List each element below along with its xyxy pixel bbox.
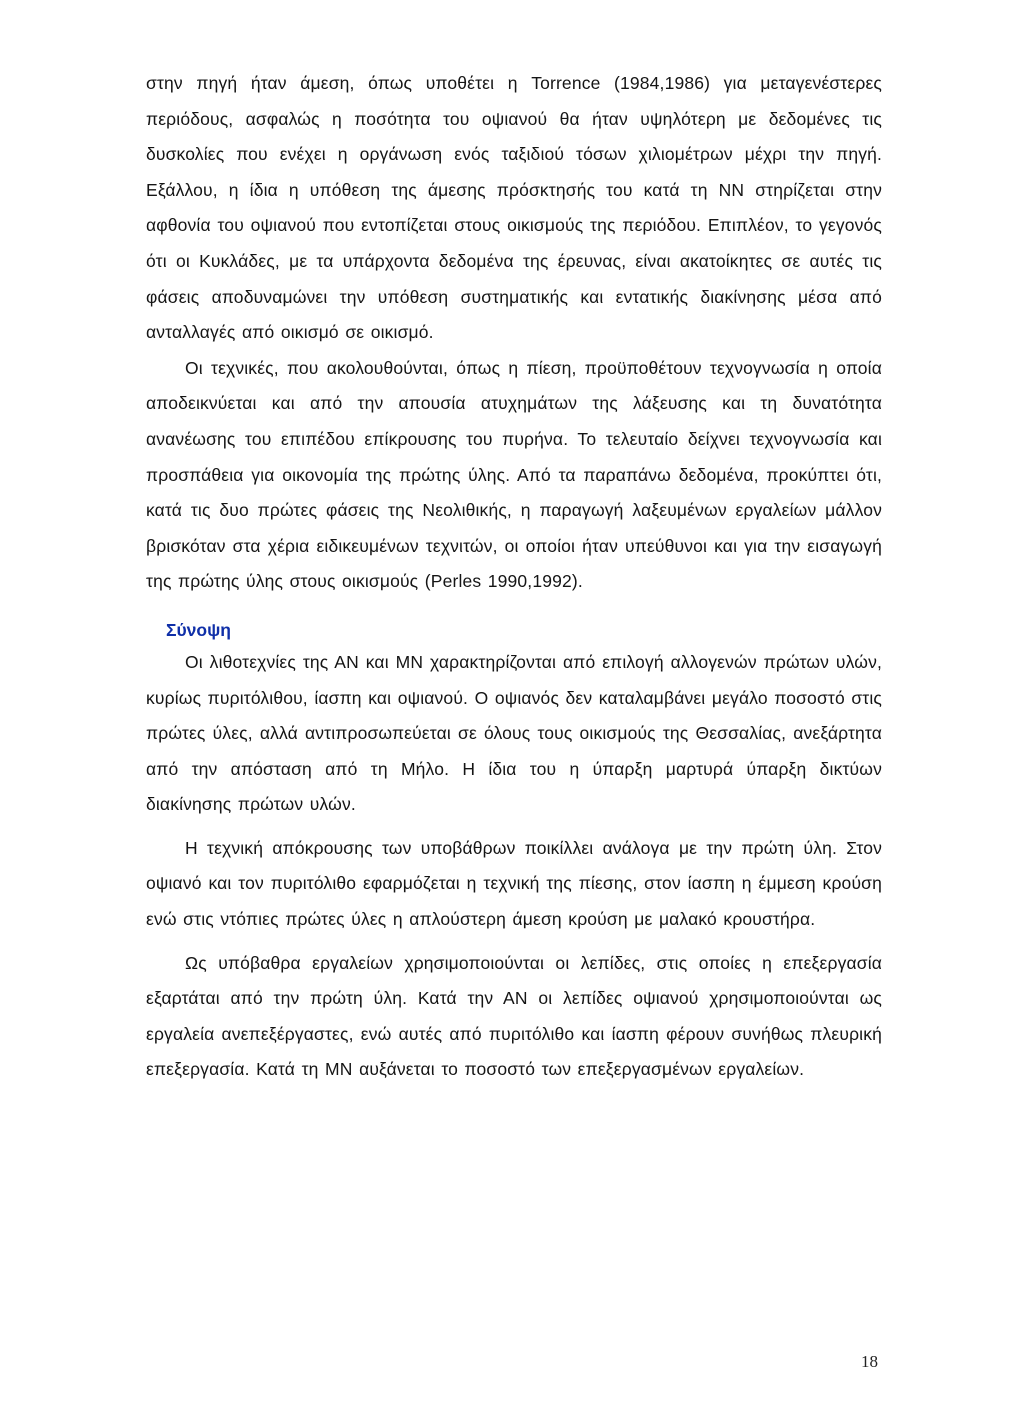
page-number: 18: [861, 1352, 878, 1371]
body-paragraph-1: στην πηγή ήταν άμεση, όπως υποθέτει η Torrence (1984,1986) για μεταγενέστερες περιόδους, ασφαλώς η ποσότητα του οψιανού θα ήταν υψηλότερη με δεδομένες τις δυσκολίες που ενέχει η οργάνωση ενός ταξιδιού τόσων χιλιομέτρων μέχρι την πηγή. Εξάλλου, η ίδια η υπόθεση της άμεσης πρόσκτησής του κατά τη ΝΝ στηρίζεται στην αφθονία του οψιανού που εντοπίζεται στους οικισμούς της περιόδου. Επιπλέον, το γεγονός ότι οι Κυκλάδες, με τα υπάρχοντα δεδομένα της έρευνας, είναι ακατοίκητες σε αυτές τις φάσεις αποδυναμώνει την υπόθεση συστηματικής και εντατικής διακίνησης μέσα από ανταλλαγές από οικισμό σε οικισμό.: [146, 73, 882, 343]
document-page: [146, 66, 882, 1088]
summary-paragraph-2: Η τεχνική απόκρουσης των υποβάθρων ποικίλλει ανάλογα με την πρώτη ύλη. Στον οψιανό και τον πυριτόλιθο εφαρμόζεται η τεχνική της πίεσης, στον ίασπη η έμμεση κρούση ενώ στις ντόπιες πρώτες ύλες η απλούστερη άμεση κρούση με μαλακό κρουστήρα.: [146, 837, 882, 930]
summary-paragraph-1: Οι λιθοτεχνίες της ΑΝ και ΜΝ χαρακτηρίζονται από επιλογή αλλογενών πρώτων υλών, κυρίως πυριτόλιθου, ίασπη και οψιανού. Ο οψιανός δεν καταλαμβάνει μεγάλο ποσοστό στις πρώτες ύλες, αλλά αντιπροσωπεύεται σε όλους τους οικισμούς της Θεσσαλίας, ανεξάρτητα από την απόσταση από τη Μήλο. Η ίδια του η ύπαρξη μαρτυρά ύπαρξη δικτύων διακίνησης πρώτων υλών.: [146, 651, 882, 815]
summary-paragraph-3: Ως υπόβαθρα εργαλείων χρησιμοποιούνται οι λεπίδες, στις οποίες η επεξεργασία εξαρτάται από την πρώτη ύλη. Κατά την ΑΝ οι λεπίδες οψιανού χρησιμοποιούνται ως εργαλεία ανεπεξέργαστες, ενώ αυτές από πυριτόλιθο και ίασπη φέρουν συνήθως πλευρική επεξεργασία. Κατά τη ΜΝ αυξάνεται το ποσοστό των επεξεργασμένων εργαλείων.: [146, 952, 882, 1080]
section-heading-synopsis: Σύνοψη: [166, 619, 231, 640]
body-paragraph-2: Οι τεχνικές, που ακολουθούνται, όπως η πίεση, προϋποθέτουν τεχνογνωσία η οποία αποδεικνύεται και από την απουσία ατυχημάτων της λάξευσης και τη δυνατότητα ανανέωσης του επιπέδου επίκρουσης του πυρήνα. Το τελευταίο δείχνει τεχνογνωσία και προσπάθεια για οικονομία της πρώτης ύλης. Από τα παραπάνω δεδομένα, προκύπτει ότι, κατά τις δυο πρώτες φάσεις της Νεολιθικής, η παραγωγή λαξευμένων εργαλείων μάλλον βρισκόταν στα χέρια ειδικευμένων τεχνιτών, οι οποίοι ήταν υπεύθυνοι και για την εισαγωγή της πρώτης ύλης στους οικισμούς (Perles 1990,1992).: [146, 357, 882, 592]
